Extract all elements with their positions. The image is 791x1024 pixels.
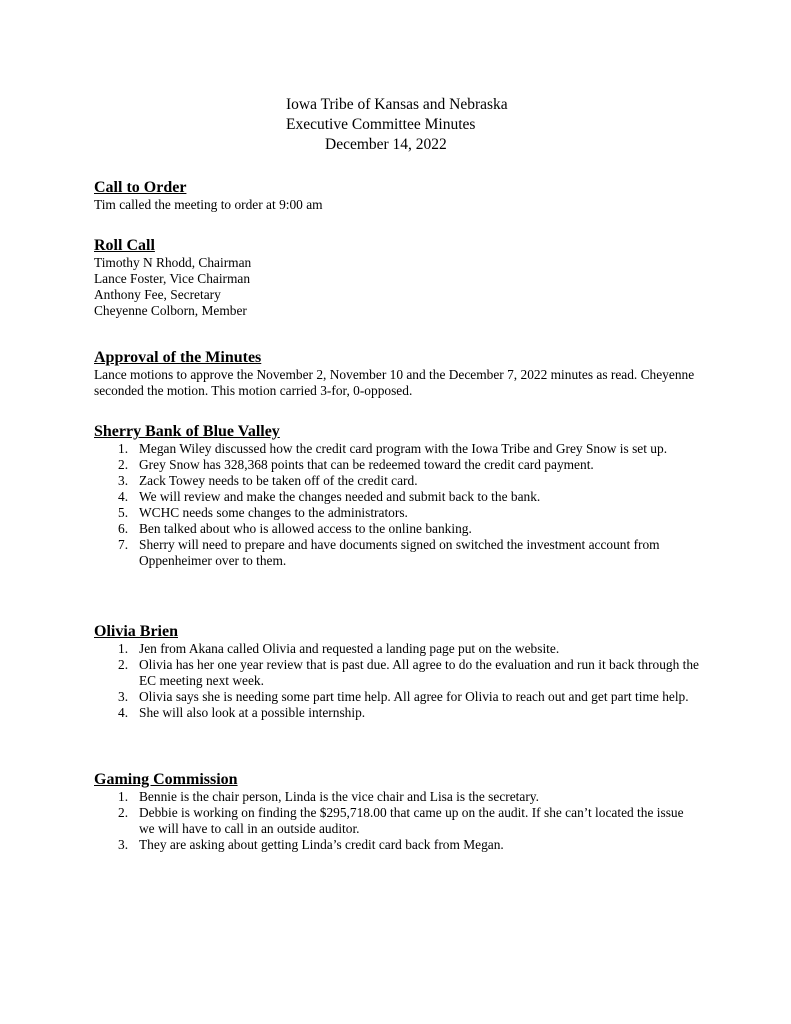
roll-call-member: Timothy N Rhodd, Chairman: [94, 255, 252, 270]
document-title: Executive Committee Minutes: [286, 116, 476, 133]
list-item: [94, 505, 714, 521]
list-item: [94, 457, 714, 473]
section-heading: Olivia Brien: [94, 623, 178, 640]
list-text: Bennie is the chair person, Linda is the vice chair and Lisa is the secretary.: [139, 789, 539, 804]
list-number: 1.: [118, 441, 129, 456]
list-number: 6.: [118, 521, 129, 536]
roll-call-member: Lance Foster, Vice Chairman: [94, 271, 251, 286]
list-number: 3.: [118, 689, 129, 704]
numbered-list: [94, 641, 714, 721]
list-text: Sherry will need to prepare and have documents signed on switched the investment account from Oppenheimer over to them.: [139, 537, 660, 568]
list-text: Debbie is working on finding the $295,718.00 that came up on the audit. If she can’t located the issue we will have to call in an outside auditor.: [139, 805, 684, 836]
section-heading: Sherry Bank of Blue Valley: [94, 423, 280, 440]
list-number: 5.: [118, 505, 129, 520]
list-number: 4.: [118, 489, 129, 504]
list-text: WCHC needs some changes to the administrators.: [139, 505, 408, 520]
section-heading: Approval of the Minutes: [94, 349, 262, 366]
list-text: Olivia has her one year review that is past due. All agree to do the evaluation and run it back through the EC meeting next week.: [139, 657, 699, 688]
list-item: [94, 789, 714, 805]
list-number: 1.: [118, 641, 129, 656]
list-text: Megan Wiley discussed how the credit card program with the Iowa Tribe and Grey Snow is set up.: [139, 441, 668, 456]
list-item: [94, 805, 714, 837]
section-sherry-bank: [94, 422, 714, 569]
section-roll-call: [94, 236, 714, 319]
list-item: [94, 537, 714, 569]
section-call-to-order: [94, 178, 714, 213]
section-heading: Roll Call: [94, 237, 155, 254]
list-text: She will also look at a possible internship.: [139, 705, 366, 720]
section-heading: Gaming Commission: [94, 771, 238, 788]
list-text: Zack Towey needs to be taken off of the credit card.: [139, 473, 418, 488]
list-number: 2.: [118, 657, 129, 672]
section-olivia-brien: [94, 622, 714, 721]
list-item: [94, 837, 714, 853]
list-item: [94, 441, 714, 457]
list-number: 7.: [118, 537, 129, 552]
numbered-list: [94, 789, 714, 853]
list-item: [94, 705, 714, 721]
list-number: 4.: [118, 705, 129, 720]
section-text: Lance motions to approve the November 2, November 10 and the December 7, 2022 minutes as read. Cheyenne seconded the motion. This motion carried 3-for, 0-opposed.: [94, 367, 695, 398]
list-text: Olivia says she is needing some part time help. All agree for Olivia to reach out and get part time help.: [139, 689, 689, 704]
numbered-list: [94, 441, 714, 569]
list-text: We will review and make the changes needed and submit back to the bank.: [139, 489, 541, 504]
list-item: [94, 521, 714, 537]
list-number: 1.: [118, 789, 129, 804]
list-text: They are asking about getting Linda’s credit card back from Megan.: [139, 837, 504, 852]
list-number: 2.: [118, 805, 129, 820]
section-heading: Call to Order: [94, 179, 187, 196]
meeting-date: December 14, 2022: [325, 136, 447, 153]
list-number: 3.: [118, 837, 129, 852]
list-item: [94, 489, 714, 505]
list-item: [94, 689, 714, 705]
list-item: [94, 657, 714, 689]
list-number: 3.: [118, 473, 129, 488]
list-text: Jen from Akana called Olivia and requested a landing page put on the website.: [139, 641, 560, 656]
list-item: [94, 473, 714, 489]
section-text: Tim called the meeting to order at 9:00 am: [94, 197, 323, 212]
list-text: Grey Snow has 328,368 points that can be redeemed toward the credit card payment.: [139, 457, 594, 472]
section-gaming-commission: [94, 770, 714, 853]
roll-call-member: Anthony Fee, Secretary: [94, 287, 221, 302]
section-approval-of-minutes: [94, 348, 714, 399]
organization-name: Iowa Tribe of Kansas and Nebraska: [286, 96, 508, 113]
list-text: Ben talked about who is allowed access to the online banking.: [139, 521, 472, 536]
list-item: [94, 641, 714, 657]
list-number: 2.: [118, 457, 129, 472]
roll-call-member: Cheyenne Colborn, Member: [94, 303, 247, 318]
